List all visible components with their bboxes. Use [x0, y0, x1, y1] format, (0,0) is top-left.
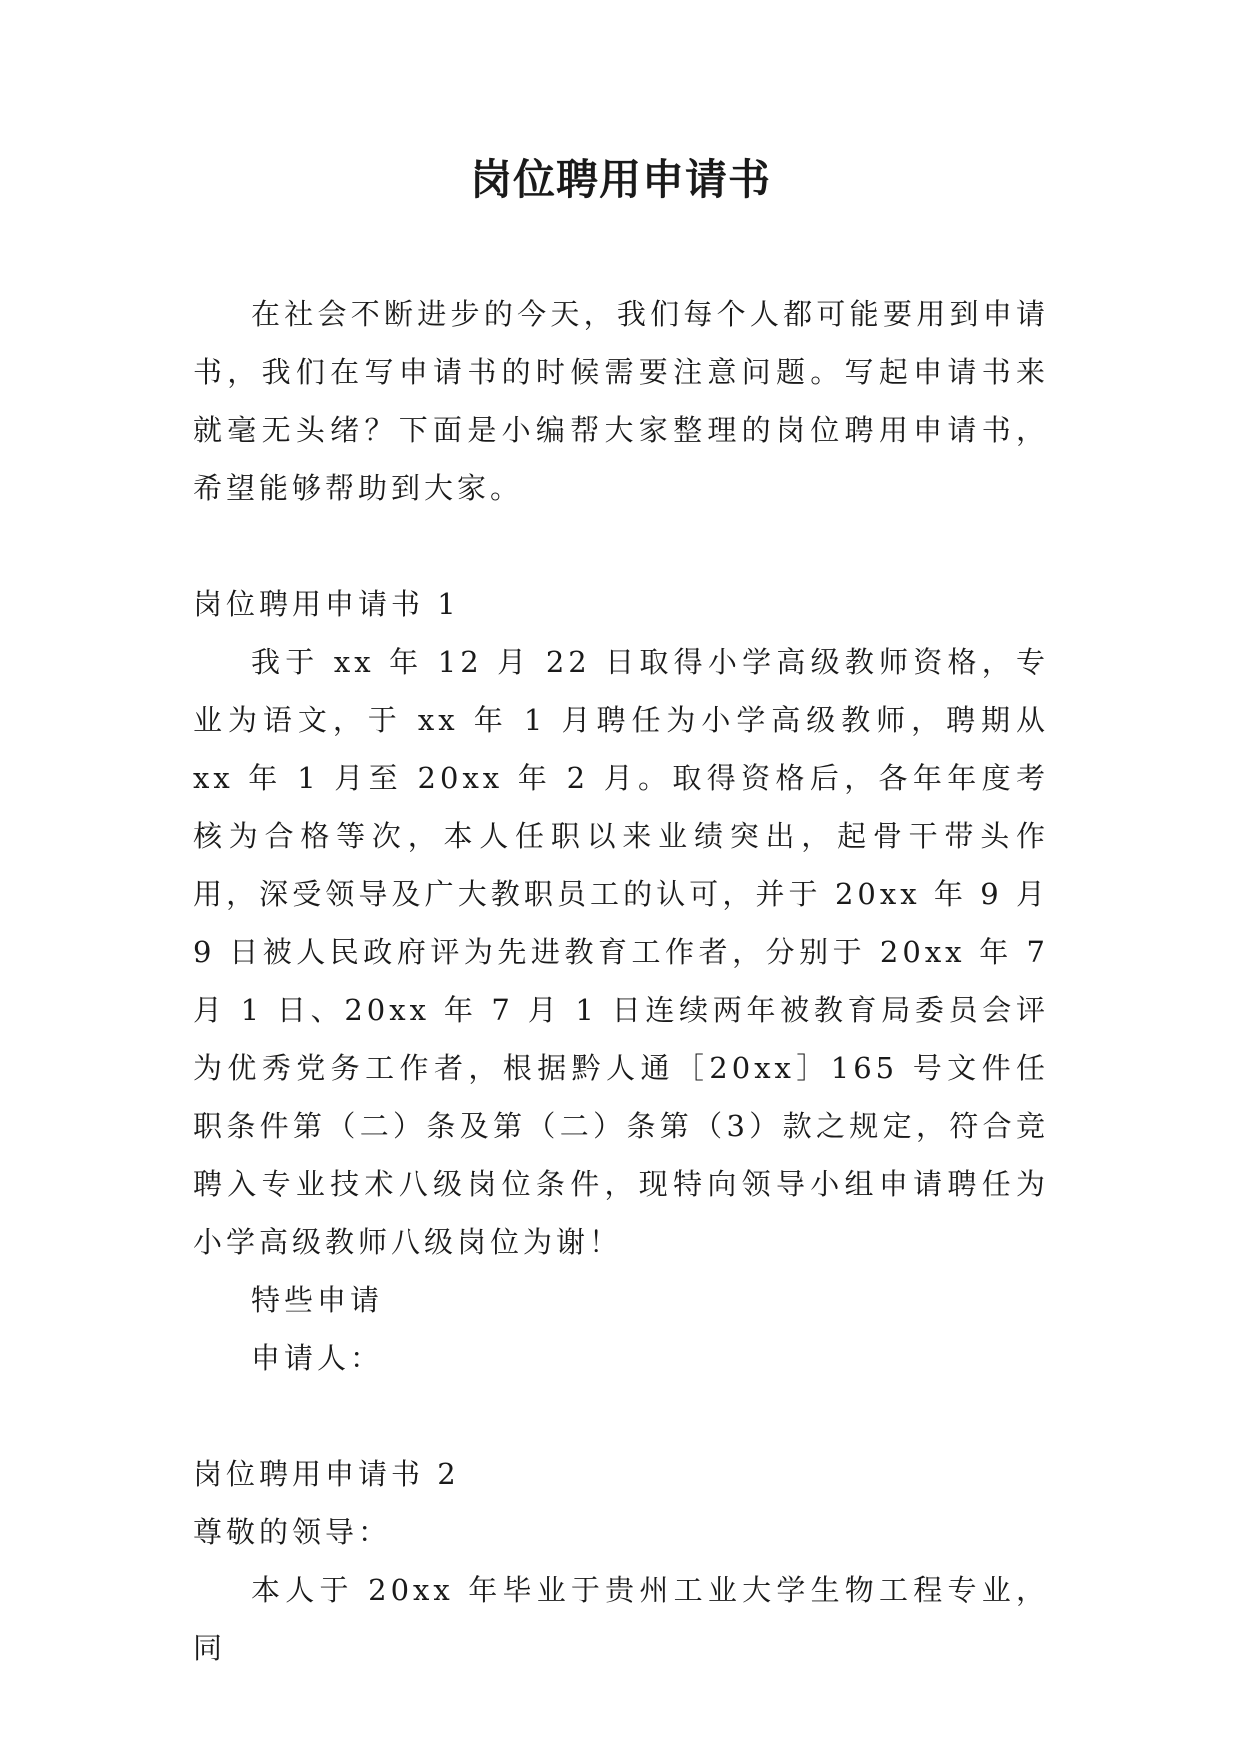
- section2-salutation: 尊敬的领导：: [193, 1515, 392, 1549]
- document-body: [193, 285, 1049, 1677]
- section1-body: 我于 xx 年 12 月 22 日取得小学高级教师资格，专业为语文，于 xx 年 1 月聘任为小学高级教师，聘期从 xx 年 1 月至 20xx 年 2 月。取得资格后，各年年度考核为合格等次，本人任职以来业绩突出，起骨干带头作用，深受领导及广大教职员工的认可，并于 20xx 年 9 月 9 日被人民政府评为先进教育工作者，分别于 20xx 年 7 月 1 日、20xx 年 7 月 1 日连续两年被教育局委员会评为优秀党务工作者，根据黔人通［20xx］165 号文件任职条件第（二）条及第（二）条第（3）款之规定，符合竞聘入专业技术八级岗位条件，现特向领导小组申请聘任为小学高级教师八级岗位为谢！: [193, 645, 1049, 1259]
- paragraph-gap: [193, 1387, 1049, 1445]
- section2-heading: 岗位聘用申请书 2: [193, 1457, 460, 1491]
- intro-paragraph: 在社会不断进步的今天，我们每个人都可能要用到申请书，我们在写申请书的时候需要注意问题。写起申请书来就毫无头绪？下面是小编帮大家整理的岗位聘用申请书，希望能够帮助到大家。: [193, 297, 1049, 505]
- document-title: 岗位聘用申请书: [469, 155, 771, 204]
- section1-closing: 特些申请: [251, 1283, 384, 1317]
- section2-body: 本人于 20xx 年毕业于贵州工业大学生物工程专业，同: [193, 1573, 1049, 1665]
- paragraph-gap: [193, 517, 1049, 575]
- section1-applicant: 申请人：: [251, 1341, 384, 1375]
- section1-heading: 岗位聘用申请书 1: [193, 587, 460, 621]
